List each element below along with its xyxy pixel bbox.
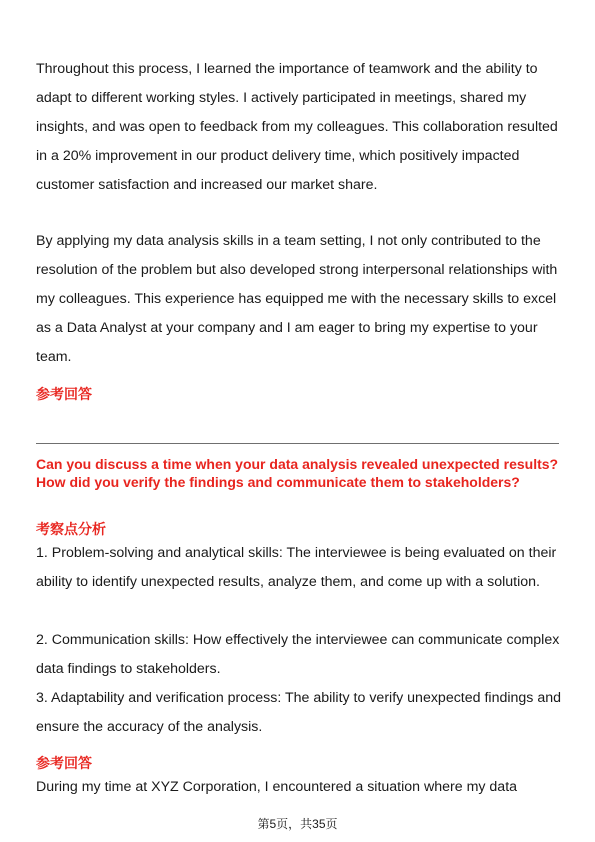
analysis-heading: 考察点分析 <box>36 521 106 537</box>
page-footer: 第5页，共35页 <box>257 817 338 831</box>
analysis-point-3: 3. Adaptability and verification process: The ability to verify unexpected findings and ensure the accuracy of the analysis. <box>36 690 561 735</box>
answer-paragraph: During my time at XYZ Corporation, I encountered a situation where my data <box>36 779 518 795</box>
analysis-point-1: 1. Problem-solving and analytical skills: The interviewee is being evaluated on their ability to identify unexpected results, analyze them, and come up with a solution. <box>36 545 557 590</box>
question-heading: Can you discuss a time when your data analysis revealed unexpected results? How did you verify the findings and communicate them to stakeholders? <box>36 456 559 490</box>
reference-answer-heading: 参考回答 <box>36 386 92 402</box>
paragraph-teamwork: Throughout this process, I learned the importance of teamwork and the ability to adapt to different working styles. I actively participated in meetings, shared my insights, and was open to feedback from my colleagues. This collaboration resulted in a 20% improvement in our product delivery time, which positively impacted customer satisfaction and increased our market share. <box>36 61 558 193</box>
section-divider <box>36 443 559 444</box>
analysis-point-2: 2. Communication skills: How effectively the interviewee can communicate complex data findings to stakeholders. <box>36 632 560 677</box>
reference-answer-heading-2: 参考回答 <box>36 755 92 771</box>
paragraph-conclusion: By applying my data analysis skills in a team setting, I not only contributed to the resolution of the problem but also developed strong interpersonal relationships with my colleagues. This experience has equipped me with the necessary skills to excel as a Data Analyst at your company and I am eager to bring my expertise to your team. <box>36 233 558 365</box>
